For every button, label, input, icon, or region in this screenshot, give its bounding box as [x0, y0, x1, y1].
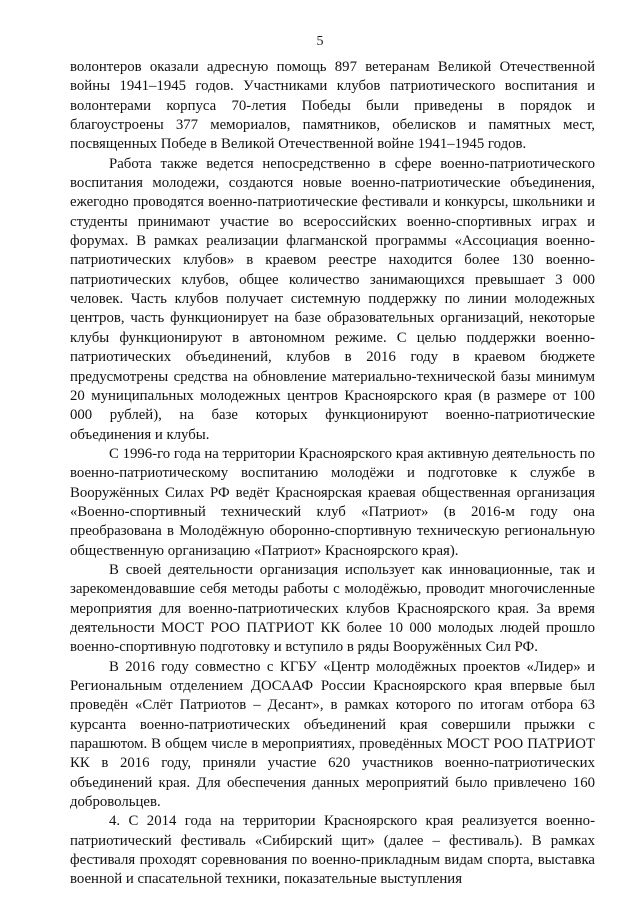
page-number: 5: [316, 34, 324, 49]
paragraph-2016-events: В 2016 году совместно с КГБУ «Центр молодёжных проектов «Лидер» и Региональным отделением ДОСААФ России Красноярского края впервые был проведён «Слёт Патриотов – Десант», в рамках которого по итогам отбора 63 курсанта военно-патриотических объединений края совершили прыжки с парашютом. В общем числе в мероприятиях, проведённых МОСТ РОО ПАТРИОТ КК в 2016 году, приняли участие 620 участников военно-патриотических объединений края. Для обеспечения данных мероприятий было привлечено 160 добровольцев.: [70, 658, 595, 811]
paragraph-organization-methods: В своей деятельности организация использует как инновационные, так и зарекомендовавшие себя методы работы с молодёжью, проводит многочисленные мероприятия для военно-патриотических клубов Красноярского края. За время деятельности МОСТ РОО ПАТРИОТ КК более 10 000 молодых людей прошло военно-спортивную подготовку и вступило в ряды Вооружённых Сил РФ.: [70, 561, 595, 656]
paragraph-volunteers: волонтеров оказали адресную помощь 897 ветеранам Великой Отечественной войны 1941–1945 годов. Участниками клубов патриотического воспитания и волонтерами корпуса 70-летия Победы были приведены в порядок и благоустроены 377 мемориалов, памятников, обелисков и памятных мест, посвященных Победе в Великой Отечественной войне 1941–1945 годов.: [70, 59, 595, 153]
paragraph-military-patriotic-work: Работа также ведется непосредственно в сфере военно-патриотического воспитания молодежи, создаются новые военно-патриотические объединения, ежегодно проводятся военно-патриотические фестивали и конкурсы, школьники и студенты принимают участие во всероссийских военно-спортивных играх и форумах. В рамках реализации флагманской программы «Ассоциация военно-патриотических клубов» в краевом реестре находится более 130 военно-патриотических клубов, общее количество занимающихся превышает 3 000 человек. Часть клубов получает системную поддержку по линии молодежных центров, часть функционирует на базе образовательных организаций, некоторые клубы функционируют в автономном режиме. С целью поддержки военно-патриотических объединений, клубов в 2016 году в краевом бюджете предусмотрены средства на обновление материально-технической базы минимум 20 муниципальных молодежных центров Красноярского края (в размере от 100 000 рублей), на базе которых функционируют военно-патриотические объединения и клубы.: [70, 155, 595, 443]
paragraph-patriot-club-history: С 1996-го года на территории Красноярского края активную деятельность по военно-патриотическому воспитанию молодёжи и подготовке к службе в Вооружённых Силах РФ ведёт Красноярская краевая общественная организация «Военно-спортивный технический клуб «Патриот» (в 2016-м году она преобразована в Молодёжную оборонно-спортивную техническую региональную общественную организацию «Патриот» Красноярского края).: [70, 445, 595, 559]
document-body: [70, 58, 595, 890]
paragraph-siberian-shield-festival: 4. С 2014 года на территории Красноярского края реализуется военно-патриотический фестиваль «Сибирский щит» (далее – фестиваль). В рамках фестиваля проходят соревнования по военно-прикладным видам спорта, выставка военной и спасательной техники, показательные выступления: [70, 813, 595, 888]
